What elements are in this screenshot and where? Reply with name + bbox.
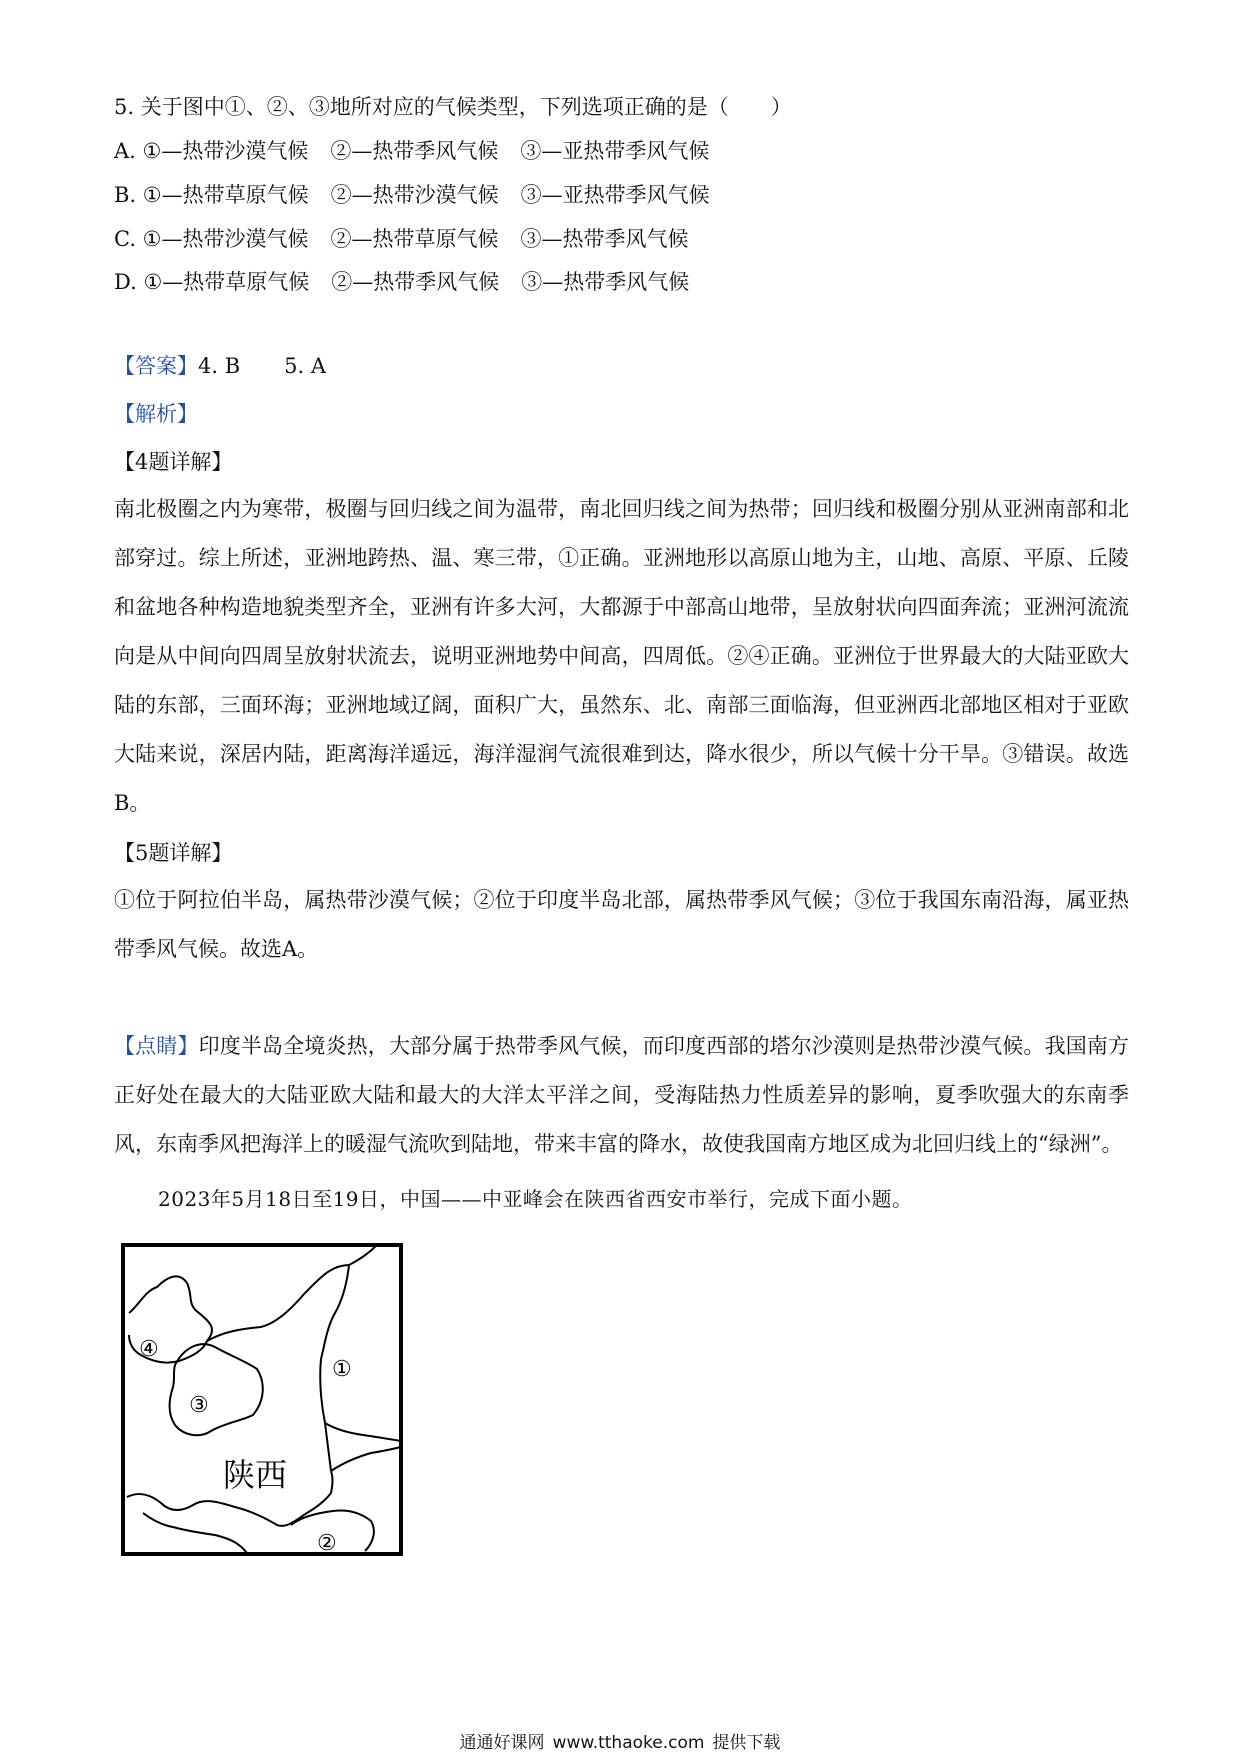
option-b-letter: B.	[114, 183, 143, 207]
option-d-part2: ②—热带季风气候	[331, 270, 500, 294]
marker-4: ④	[139, 1337, 159, 1362]
option-a-part1: ①—热带沙漠气候	[142, 139, 309, 163]
marker-1: ①	[332, 1357, 352, 1382]
footer-url[interactable]: www.tthaoke.com	[552, 1733, 705, 1753]
option-d-part1: ①—热带草原气候	[143, 270, 310, 294]
marker-3: ③	[189, 1393, 209, 1418]
option-c-letter: C.	[114, 227, 143, 251]
question-5-stem: 5. 关于图中①、②、③地所对应的气候类型，下列选项正确的是（ ）	[114, 95, 792, 119]
option-c-part2: ②—热带草原气候	[330, 227, 499, 251]
option-c	[114, 225, 689, 253]
answer-4: 4. B	[198, 354, 241, 378]
q5-explanation: ①位于阿拉伯半岛，属热带沙漠气候；②位于印度半岛北部，属热带季风气候；③位于我国东南沿海，属亚热带季风气候。故选A。	[114, 888, 1129, 961]
question-intro: 2023年5月18日至19日，中国——中亚峰会在陕西省西安市举行，完成下面小题。	[158, 1187, 913, 1211]
option-b-part2: ②—热带沙漠气候	[330, 183, 499, 207]
option-c-part1: ①—热带沙漠气候	[142, 227, 309, 251]
province-label: 陕西	[223, 1456, 288, 1494]
option-a-letter: A.	[114, 139, 143, 163]
option-d	[114, 268, 689, 296]
footer-site: 通通好课网	[459, 1733, 545, 1753]
footer-suffix: 提供下载	[712, 1733, 781, 1753]
option-a-part3: ③—亚热带季风气候	[520, 139, 710, 163]
q4-explanation: 南北极圈之内为寒带，极圈与回归线之间为温带，南北回归线之间为热带；回归线和极圈分别从亚洲南部和北部穿过。综上所述，亚洲地跨热、温、寒三带，①正确。亚洲地形以高原山地为主，山地、高原、平原、丘陵和盆地各种构造地貌类型齐全，亚洲有许多大河，大都源于中部高山地带，呈放射状向四面奔流；亚洲河流流向是从中间向四周呈放射状流去，说明亚洲地势中间高，四周低。②④正确。亚洲位于世界最大的大陆亚欧大陆的东部，三面环海；亚洲地域辽阔，面积广大，虽然东、北、南部三面临海，但亚洲西北部地区相对于亚欧大陆来说，深居内陆，距离海洋遥远，海洋湿润气流很难到达，降水很少，所以气候十分干旱。③错误。故选B。	[114, 497, 1129, 815]
page-footer	[0, 1728, 1240, 1753]
answer-line	[114, 352, 326, 380]
q5-heading: 【5题详解】	[114, 841, 233, 865]
option-a-part2: ②—热带季风气候	[330, 139, 499, 163]
q4-heading: 【4题详解】	[114, 450, 233, 474]
comment-text: 印度半岛全境炎热，大部分属于热带季风气候，而印度西部的塔尔沙漠则是热带沙漠气候。我国南方正好处在最大的大陆亚欧大陆和最大的大洋太平洋之间，受海陆热力性质差异的影响，夏季吹强大的东南季风，东南季风把海洋上的暖湿气流吹到陆地，带来丰富的降水，故使我国南方地区成为北回归线上的“绿洲”。	[114, 1034, 1130, 1156]
analysis-label: 【解析】	[114, 402, 198, 426]
option-d-letter: D.	[114, 270, 144, 294]
option-b-part3: ③—亚热带季风气候	[520, 183, 710, 207]
comment-label: 【点睛】	[114, 1034, 199, 1058]
option-c-part3: ③—热带季风气候	[520, 227, 689, 251]
answer-5: 5. A	[284, 354, 327, 378]
comment-block	[114, 1022, 1129, 1169]
marker-2: ②	[317, 1531, 337, 1556]
shaanxi-map	[121, 1243, 403, 1556]
option-a	[114, 137, 709, 165]
option-b	[114, 181, 710, 209]
option-b-part1: ①—热带草原气候	[142, 183, 309, 207]
option-d-part3: ③—热带季风气候	[521, 270, 690, 294]
answer-label: 【答案】	[114, 354, 198, 378]
